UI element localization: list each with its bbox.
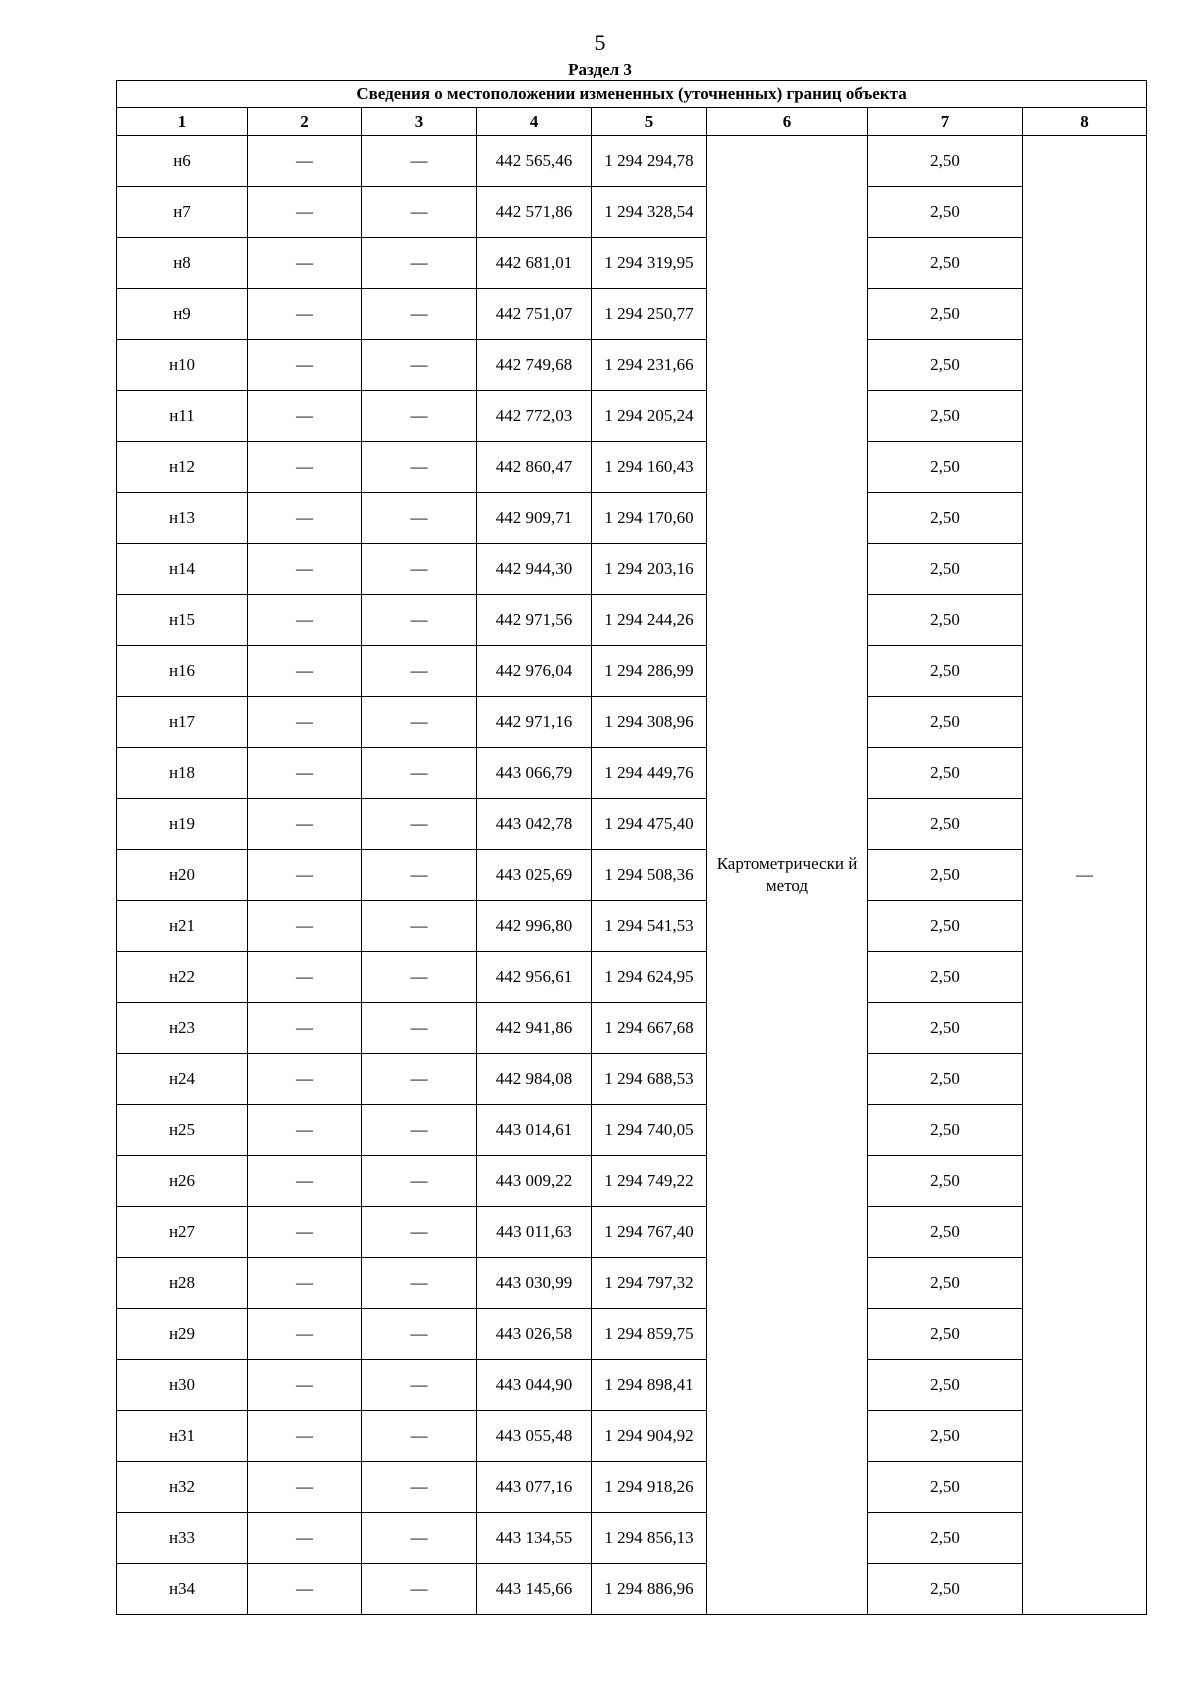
col3-dash-cell: —	[362, 1360, 477, 1411]
accuracy-cell: 2,50	[868, 1156, 1023, 1207]
col2-dash-cell: —	[248, 952, 362, 1003]
x-coordinate-cell: 442 941,86	[477, 1003, 592, 1054]
col2-dash-cell: —	[248, 1258, 362, 1309]
col2-dash-cell: —	[248, 850, 362, 901]
col3-dash-cell: —	[362, 901, 477, 952]
y-coordinate-cell: 1 294 898,41	[592, 1360, 707, 1411]
boundary-coordinates-table	[116, 80, 1147, 1615]
col2-dash-cell: —	[248, 1513, 362, 1564]
accuracy-cell: 2,50	[868, 1513, 1023, 1564]
x-coordinate-cell: 442 751,07	[477, 289, 592, 340]
column-number-3: 3	[362, 108, 477, 136]
table-row	[117, 850, 1147, 901]
column-number-row	[117, 108, 1147, 136]
x-coordinate-cell: 442 944,30	[477, 544, 592, 595]
table-row	[117, 340, 1147, 391]
col2-dash-cell: —	[248, 1207, 362, 1258]
y-coordinate-cell: 1 294 688,53	[592, 1054, 707, 1105]
y-coordinate-cell: 1 294 767,40	[592, 1207, 707, 1258]
accuracy-cell: 2,50	[868, 1309, 1023, 1360]
col2-dash-cell: —	[248, 697, 362, 748]
accuracy-cell: 2,50	[868, 187, 1023, 238]
accuracy-cell: 2,50	[868, 1462, 1023, 1513]
accuracy-cell: 2,50	[868, 238, 1023, 289]
col3-dash-cell: —	[362, 1411, 477, 1462]
col2-dash-cell: —	[248, 1054, 362, 1105]
y-coordinate-cell: 1 294 286,99	[592, 646, 707, 697]
col2-dash-cell: —	[248, 1462, 362, 1513]
y-coordinate-cell: 1 294 449,76	[592, 748, 707, 799]
table-row	[117, 595, 1147, 646]
x-coordinate-cell: 443 026,58	[477, 1309, 592, 1360]
y-coordinate-cell: 1 294 244,26	[592, 595, 707, 646]
col3-dash-cell: —	[362, 289, 477, 340]
table-row	[117, 1411, 1147, 1462]
table-row	[117, 646, 1147, 697]
col2-dash-cell: —	[248, 1564, 362, 1615]
y-coordinate-cell: 1 294 308,96	[592, 697, 707, 748]
table-row	[117, 1513, 1147, 1564]
x-coordinate-cell: 442 996,80	[477, 901, 592, 952]
x-coordinate-cell: 443 077,16	[477, 1462, 592, 1513]
point-name-cell: н33	[117, 1513, 248, 1564]
accuracy-cell: 2,50	[868, 850, 1023, 901]
accuracy-cell: 2,50	[868, 1564, 1023, 1615]
y-coordinate-cell: 1 294 160,43	[592, 442, 707, 493]
col3-dash-cell: —	[362, 493, 477, 544]
col3-dash-cell: —	[362, 544, 477, 595]
col3-dash-cell: —	[362, 391, 477, 442]
col2-dash-cell: —	[248, 187, 362, 238]
column-number-8: 8	[1023, 108, 1147, 136]
point-name-cell: н27	[117, 1207, 248, 1258]
col2-dash-cell: —	[248, 748, 362, 799]
point-name-cell: н10	[117, 340, 248, 391]
col2-dash-cell: —	[248, 238, 362, 289]
col2-dash-cell: —	[248, 391, 362, 442]
column-number-4: 4	[477, 108, 592, 136]
x-coordinate-cell: 443 055,48	[477, 1411, 592, 1462]
col3-dash-cell: —	[362, 748, 477, 799]
x-coordinate-cell: 443 042,78	[477, 799, 592, 850]
y-coordinate-cell: 1 294 294,78	[592, 136, 707, 187]
point-name-cell: н8	[117, 238, 248, 289]
accuracy-cell: 2,50	[868, 1258, 1023, 1309]
col2-dash-cell: —	[248, 442, 362, 493]
x-coordinate-cell: 443 011,63	[477, 1207, 592, 1258]
x-coordinate-cell: 443 044,90	[477, 1360, 592, 1411]
y-coordinate-cell: 1 294 749,22	[592, 1156, 707, 1207]
col2-dash-cell: —	[248, 289, 362, 340]
x-coordinate-cell: 442 749,68	[477, 340, 592, 391]
table-row	[117, 238, 1147, 289]
column-number-5: 5	[592, 108, 707, 136]
x-coordinate-cell: 443 030,99	[477, 1258, 592, 1309]
x-coordinate-cell: 442 956,61	[477, 952, 592, 1003]
y-coordinate-cell: 1 294 508,36	[592, 850, 707, 901]
accuracy-cell: 2,50	[868, 697, 1023, 748]
accuracy-cell: 2,50	[868, 493, 1023, 544]
point-name-cell: н6	[117, 136, 248, 187]
col3-dash-cell: —	[362, 799, 477, 850]
col3-dash-cell: —	[362, 952, 477, 1003]
accuracy-cell: 2,50	[868, 136, 1023, 187]
x-coordinate-cell: 442 984,08	[477, 1054, 592, 1105]
point-name-cell: н11	[117, 391, 248, 442]
col2-dash-cell: —	[248, 1105, 362, 1156]
method-cell: Картометрически й метод	[707, 136, 868, 1615]
table-row	[117, 289, 1147, 340]
point-name-cell: н9	[117, 289, 248, 340]
table-row	[117, 1207, 1147, 1258]
x-coordinate-cell: 443 066,79	[477, 748, 592, 799]
table-row	[117, 1462, 1147, 1513]
accuracy-cell: 2,50	[868, 1360, 1023, 1411]
table-row	[117, 1360, 1147, 1411]
point-name-cell: н18	[117, 748, 248, 799]
point-name-cell: н24	[117, 1054, 248, 1105]
col3-dash-cell: —	[362, 1105, 477, 1156]
point-name-cell: н16	[117, 646, 248, 697]
y-coordinate-cell: 1 294 205,24	[592, 391, 707, 442]
y-coordinate-cell: 1 294 319,95	[592, 238, 707, 289]
x-coordinate-cell: 443 145,66	[477, 1564, 592, 1615]
col3-dash-cell: —	[362, 187, 477, 238]
point-name-cell: н30	[117, 1360, 248, 1411]
accuracy-cell: 2,50	[868, 340, 1023, 391]
col2-dash-cell: —	[248, 1156, 362, 1207]
table-row	[117, 1564, 1147, 1615]
col3-dash-cell: —	[362, 1156, 477, 1207]
col2-dash-cell: —	[248, 646, 362, 697]
col3-dash-cell: —	[362, 442, 477, 493]
accuracy-cell: 2,50	[868, 952, 1023, 1003]
page-number: 5	[594, 30, 606, 55]
col2-dash-cell: —	[248, 799, 362, 850]
accuracy-cell: 2,50	[868, 1105, 1023, 1156]
table-row	[117, 1105, 1147, 1156]
col3-dash-cell: —	[362, 1207, 477, 1258]
x-coordinate-cell: 443 014,61	[477, 1105, 592, 1156]
table-row	[117, 697, 1147, 748]
accuracy-cell: 2,50	[868, 799, 1023, 850]
y-coordinate-cell: 1 294 250,77	[592, 289, 707, 340]
y-coordinate-cell: 1 294 667,68	[592, 1003, 707, 1054]
point-name-cell: н26	[117, 1156, 248, 1207]
col2-dash-cell: —	[248, 493, 362, 544]
accuracy-cell: 2,50	[868, 391, 1023, 442]
point-name-cell: н14	[117, 544, 248, 595]
y-coordinate-cell: 1 294 170,60	[592, 493, 707, 544]
point-name-cell: н22	[117, 952, 248, 1003]
table-row	[117, 1003, 1147, 1054]
y-coordinate-cell: 1 294 740,05	[592, 1105, 707, 1156]
table-row	[117, 1054, 1147, 1105]
column-number-6: 6	[707, 108, 868, 136]
point-name-cell: н7	[117, 187, 248, 238]
col3-dash-cell: —	[362, 340, 477, 391]
x-coordinate-cell: 442 565,46	[477, 136, 592, 187]
y-coordinate-cell: 1 294 203,16	[592, 544, 707, 595]
col8-cell: —	[1023, 136, 1147, 1615]
col2-dash-cell: —	[248, 595, 362, 646]
table-row	[117, 748, 1147, 799]
col2-dash-cell: —	[248, 1309, 362, 1360]
accuracy-cell: 2,50	[868, 901, 1023, 952]
point-name-cell: н34	[117, 1564, 248, 1615]
col3-dash-cell: —	[362, 595, 477, 646]
point-name-cell: н20	[117, 850, 248, 901]
col2-dash-cell: —	[248, 340, 362, 391]
point-name-cell: н32	[117, 1462, 248, 1513]
point-name-cell: н28	[117, 1258, 248, 1309]
table-row	[117, 952, 1147, 1003]
point-name-cell: н21	[117, 901, 248, 952]
col3-dash-cell: —	[362, 1309, 477, 1360]
point-name-cell: н25	[117, 1105, 248, 1156]
point-name-cell: н15	[117, 595, 248, 646]
accuracy-cell: 2,50	[868, 442, 1023, 493]
accuracy-cell: 2,50	[868, 1411, 1023, 1462]
table-row	[117, 1156, 1147, 1207]
column-number-2: 2	[248, 108, 362, 136]
section-title: Раздел 3	[568, 60, 632, 79]
x-coordinate-cell: 442 971,56	[477, 595, 592, 646]
point-name-cell: н12	[117, 442, 248, 493]
col3-dash-cell: —	[362, 238, 477, 289]
col3-dash-cell: —	[362, 1513, 477, 1564]
y-coordinate-cell: 1 294 797,32	[592, 1258, 707, 1309]
x-coordinate-cell: 442 860,47	[477, 442, 592, 493]
y-coordinate-cell: 1 294 624,95	[592, 952, 707, 1003]
accuracy-cell: 2,50	[868, 289, 1023, 340]
y-coordinate-cell: 1 294 541,53	[592, 901, 707, 952]
accuracy-cell: 2,50	[868, 748, 1023, 799]
col3-dash-cell: —	[362, 850, 477, 901]
x-coordinate-cell: 443 025,69	[477, 850, 592, 901]
table-row	[117, 1309, 1147, 1360]
y-coordinate-cell: 1 294 859,75	[592, 1309, 707, 1360]
accuracy-cell: 2,50	[868, 544, 1023, 595]
accuracy-cell: 2,50	[868, 1003, 1023, 1054]
point-name-cell: н13	[117, 493, 248, 544]
point-name-cell: н17	[117, 697, 248, 748]
y-coordinate-cell: 1 294 231,66	[592, 340, 707, 391]
col3-dash-cell: —	[362, 136, 477, 187]
col3-dash-cell: —	[362, 646, 477, 697]
col3-dash-cell: —	[362, 1462, 477, 1513]
col2-dash-cell: —	[248, 544, 362, 595]
x-coordinate-cell: 442 971,16	[477, 697, 592, 748]
point-name-cell: н31	[117, 1411, 248, 1462]
col3-dash-cell: —	[362, 1003, 477, 1054]
y-coordinate-cell: 1 294 886,96	[592, 1564, 707, 1615]
y-coordinate-cell: 1 294 856,13	[592, 1513, 707, 1564]
col2-dash-cell: —	[248, 1411, 362, 1462]
x-coordinate-cell: 442 681,01	[477, 238, 592, 289]
col3-dash-cell: —	[362, 1258, 477, 1309]
accuracy-cell: 2,50	[868, 1207, 1023, 1258]
column-number-1: 1	[117, 108, 248, 136]
col3-dash-cell: —	[362, 697, 477, 748]
table-row	[117, 901, 1147, 952]
table-row	[117, 136, 1147, 187]
accuracy-cell: 2,50	[868, 646, 1023, 697]
table-row	[117, 187, 1147, 238]
col2-dash-cell: —	[248, 1003, 362, 1054]
col2-dash-cell: —	[248, 1360, 362, 1411]
x-coordinate-cell: 442 772,03	[477, 391, 592, 442]
x-coordinate-cell: 442 909,71	[477, 493, 592, 544]
column-number-7: 7	[868, 108, 1023, 136]
table-row	[117, 1258, 1147, 1309]
table-row	[117, 544, 1147, 595]
table-body	[117, 136, 1147, 1615]
x-coordinate-cell: 442 571,86	[477, 187, 592, 238]
y-coordinate-cell: 1 294 328,54	[592, 187, 707, 238]
y-coordinate-cell: 1 294 475,40	[592, 799, 707, 850]
col3-dash-cell: —	[362, 1564, 477, 1615]
point-name-cell: н29	[117, 1309, 248, 1360]
table-row	[117, 391, 1147, 442]
accuracy-cell: 2,50	[868, 1054, 1023, 1105]
col3-dash-cell: —	[362, 1054, 477, 1105]
y-coordinate-cell: 1 294 904,92	[592, 1411, 707, 1462]
point-name-cell: н23	[117, 1003, 248, 1054]
y-coordinate-cell: 1 294 918,26	[592, 1462, 707, 1513]
x-coordinate-cell: 443 134,55	[477, 1513, 592, 1564]
table-caption: Сведения о местоположении измененных (уточненных) границ объекта	[117, 81, 1147, 108]
point-name-cell: н19	[117, 799, 248, 850]
x-coordinate-cell: 443 009,22	[477, 1156, 592, 1207]
table-row	[117, 442, 1147, 493]
table-row	[117, 799, 1147, 850]
accuracy-cell: 2,50	[868, 595, 1023, 646]
col2-dash-cell: —	[248, 901, 362, 952]
col2-dash-cell: —	[248, 136, 362, 187]
table-row	[117, 493, 1147, 544]
x-coordinate-cell: 442 976,04	[477, 646, 592, 697]
